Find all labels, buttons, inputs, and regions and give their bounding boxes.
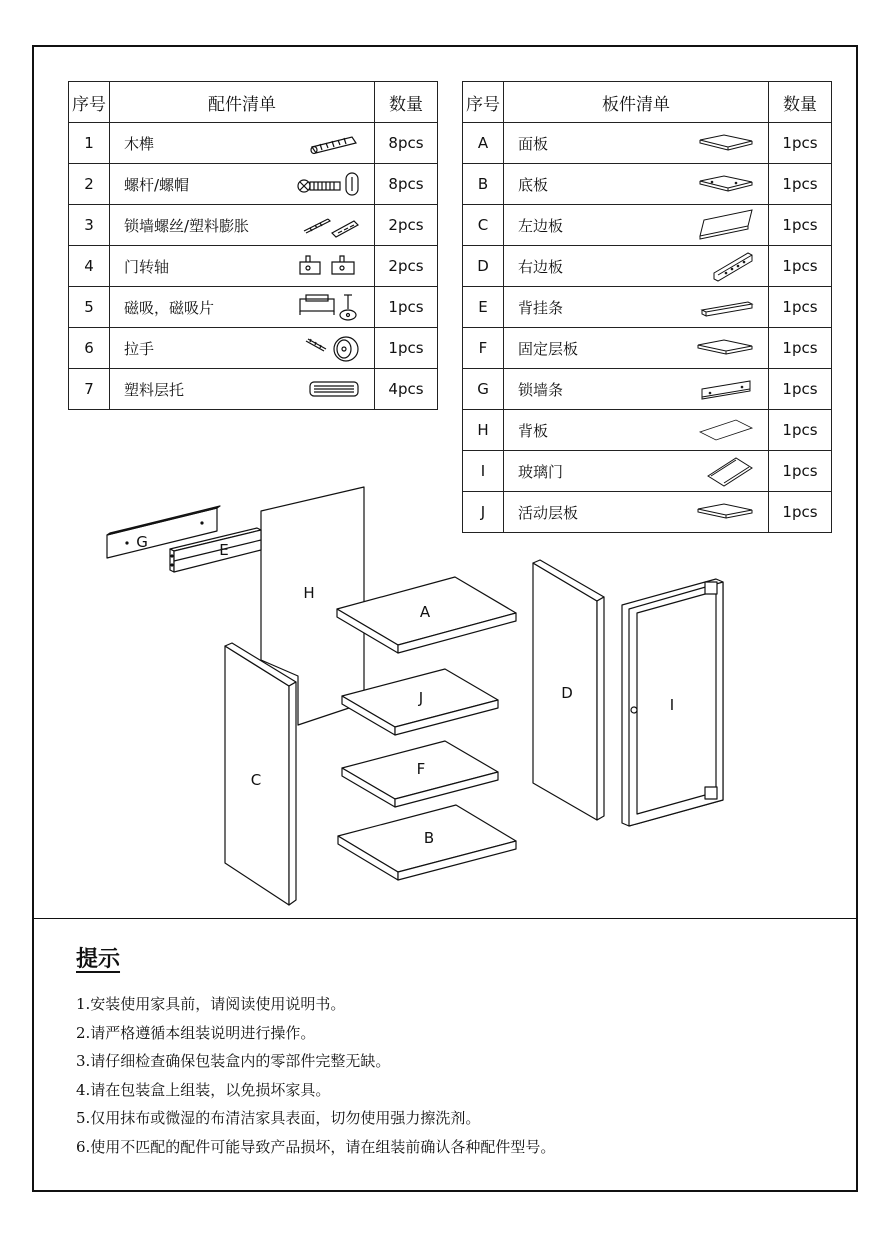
row-qty: 1pcs: [769, 451, 832, 492]
row-name: 左边板: [518, 216, 564, 235]
label-a: A: [419, 603, 431, 621]
row-num: F: [463, 328, 504, 369]
row-qty: 1pcs: [769, 164, 832, 205]
row-num: 4: [69, 246, 110, 287]
row-name: 底板: [518, 175, 549, 194]
row-num: H: [463, 410, 504, 451]
row-num: 3: [69, 205, 110, 246]
row-name: 面板: [518, 134, 549, 153]
row-qty: 1pcs: [769, 410, 832, 451]
label-j: J: [418, 689, 424, 707]
row-num: A: [463, 123, 504, 164]
tip-item: 3.请仔细检查确保包装盒内的零部件完整无缺。: [76, 1052, 391, 1070]
row-qty: 1pcs: [769, 205, 832, 246]
label-b: B: [423, 829, 435, 847]
label-c: C: [250, 771, 262, 789]
row-name: 背挂条: [518, 298, 564, 317]
row-qty: 8pcs: [375, 164, 438, 205]
row-num: J: [463, 492, 504, 533]
row-num: 1: [69, 123, 110, 164]
row-qty: 1pcs: [769, 369, 832, 410]
row-num: B: [463, 164, 504, 205]
row-name: 活动层板: [518, 503, 579, 522]
row-qty: 4pcs: [375, 369, 438, 410]
row-name: 磁吸，磁吸片: [124, 298, 215, 317]
header-qty: 数量: [769, 82, 832, 123]
label-h: H: [303, 584, 315, 602]
row-qty: 1pcs: [769, 328, 832, 369]
tips-title: 提示: [76, 947, 121, 972]
row-qty: 1pcs: [375, 328, 438, 369]
row-qty: 8pcs: [375, 123, 438, 164]
row-num: 2: [69, 164, 110, 205]
tip-item: 4.请在包装盒上组装，以免损坏家具。: [76, 1080, 331, 1099]
row-num: D: [463, 246, 504, 287]
tip-item: 5.仅用抹布或微湿的布清洁家具表面，切勿使用强力擦洗剂。: [76, 1109, 481, 1127]
row-name: 塑料层托: [124, 380, 185, 399]
row-num: C: [463, 205, 504, 246]
row-name: 背板: [518, 421, 549, 440]
row-name: 木榫: [124, 134, 155, 153]
row-qty: 1pcs: [769, 492, 832, 533]
row-num: G: [463, 369, 504, 410]
label-e: E: [219, 541, 229, 559]
header-num: 序号: [69, 82, 110, 123]
tip-item: 2.请严格遵循本组装说明进行操作。: [76, 1023, 316, 1042]
row-name: 玻璃门: [518, 462, 564, 481]
row-qty: 2pcs: [375, 205, 438, 246]
label-d: D: [561, 684, 573, 702]
header-num: 序号: [463, 82, 504, 123]
row-qty: 1pcs: [375, 287, 438, 328]
row-num: 5: [69, 287, 110, 328]
row-num: E: [463, 287, 504, 328]
row-name: 拉手: [124, 339, 155, 358]
tip-item: 6.使用不匹配的配件可能导致产品损坏，请在组装前确认各种配件型号。: [76, 1137, 556, 1156]
row-qty: 1pcs: [769, 287, 832, 328]
header-name: 配件清单: [110, 82, 375, 123]
label-g: G: [136, 533, 148, 551]
row-name: 螺杆/螺帽: [124, 175, 190, 194]
row-name: 门转轴: [124, 257, 170, 276]
row-num: 7: [69, 369, 110, 410]
row-name: 锁墙条: [518, 380, 564, 399]
row-qty: 1pcs: [769, 123, 832, 164]
label-i: I: [669, 696, 675, 714]
row-name: 固定层板: [518, 339, 579, 358]
header-qty: 数量: [375, 82, 438, 123]
row-num: 6: [69, 328, 110, 369]
label-f: F: [416, 760, 426, 778]
row-name: 右边板: [518, 257, 564, 276]
tips-list: [76, 990, 555, 1161]
row-qty: 1pcs: [769, 246, 832, 287]
tip-item: 1.安装使用家具前，请阅读使用说明书。: [76, 995, 346, 1013]
row-num: I: [463, 451, 504, 492]
row-name: 锁墙螺丝/塑料膨胀: [124, 216, 250, 235]
row-qty: 2pcs: [375, 246, 438, 287]
header-name: 板件清单: [504, 82, 769, 123]
